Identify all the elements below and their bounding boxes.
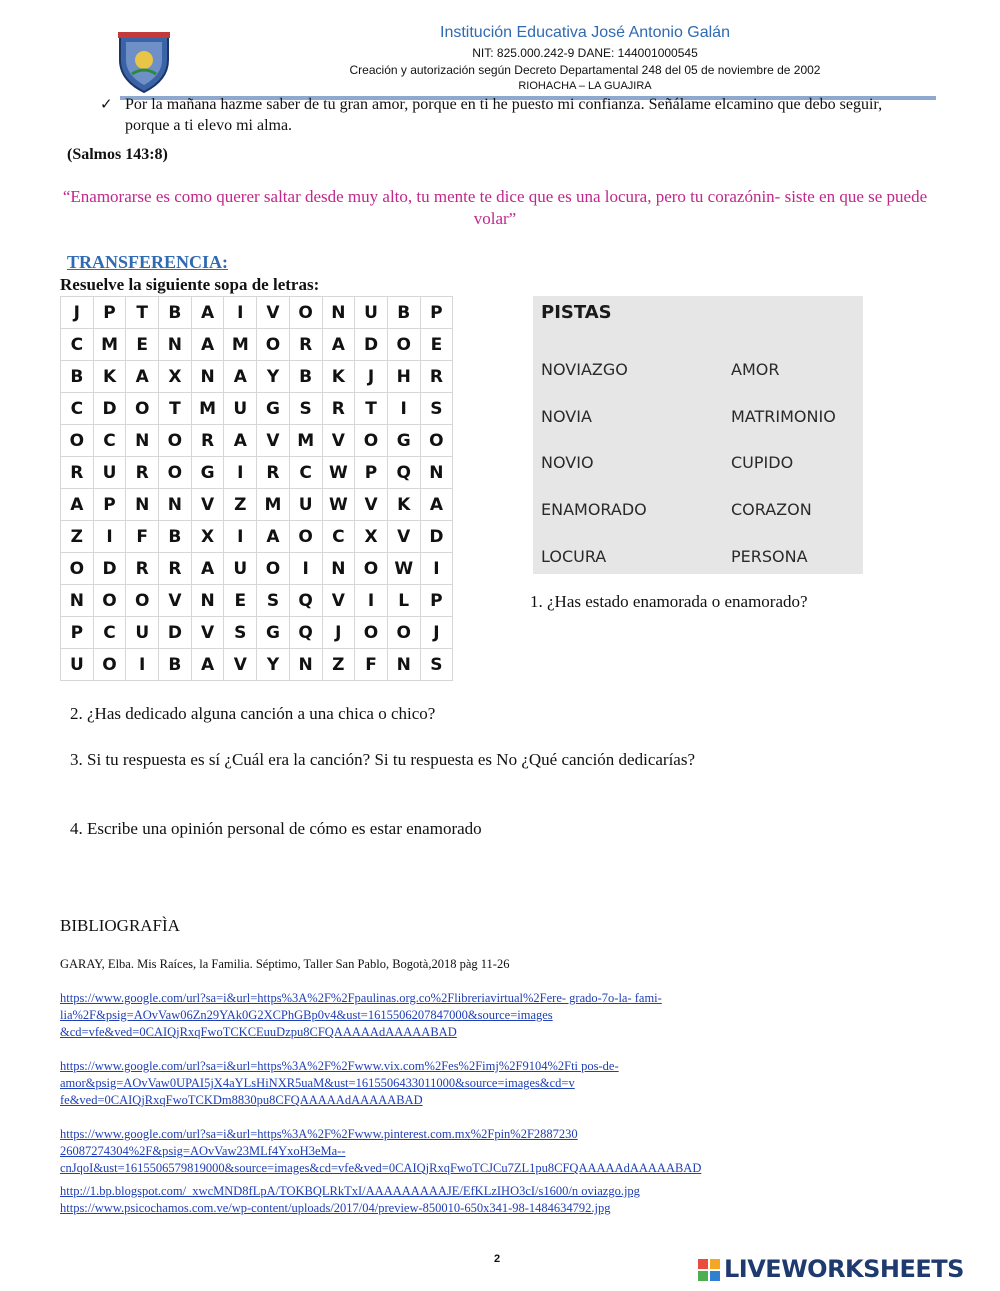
grid-cell: R (61, 457, 94, 489)
grid-cell: I (387, 393, 420, 425)
question-3: 3. Si tu respuesta es sí ¿Cuál era la canción? Si tu respuesta es No ¿Qué canción dedicarías? (70, 750, 695, 769)
hint-word: CORAZON (731, 500, 812, 519)
grid-cell: O (257, 329, 290, 361)
grid-cell: N (126, 489, 159, 521)
grid-cell: N (289, 649, 322, 681)
grid-cell: P (61, 617, 94, 649)
grid-cell: K (387, 489, 420, 521)
question-2: 2. ¿Has dedicado alguna canción a una chica o chico? (70, 704, 436, 723)
reference-link[interactable]: 26087274304%2F&psig=AOvVaw23MLf4YxoH3eMa-- (60, 1144, 346, 1158)
grid-cell: I (224, 521, 257, 553)
grid-cell: C (93, 425, 126, 457)
grid-cell: Z (61, 521, 94, 553)
reference-link[interactable]: cnJqoI&ust=1615506579819000&source=images&cd=vfe&ved=0CAIQjRxqFwoTCJCu7ZL1pu8CFQAAAAAdAAAAABAD (60, 1161, 702, 1175)
grid-cell: N (420, 457, 453, 489)
grid-cell: P (93, 489, 126, 521)
grid-cell: A (224, 361, 257, 393)
reference-link[interactable]: http://1.bp.blogspot.com/_xwcMND8fLpA/TOKBQLRkTxI/AAAAAAAAAJE/EfKLzIHO3cI/s1600/n oviazgo.jpg (60, 1184, 640, 1198)
grid-row (61, 521, 453, 553)
grid-cell: V (159, 585, 192, 617)
institution-decree: Creación y autorización según Decreto Departamental 248 del 05 de noviembre de 2002 (349, 63, 821, 77)
word-search-grid (60, 296, 453, 681)
grid-cell: T (126, 297, 159, 329)
grid-cell: J (322, 617, 355, 649)
grid-cell: U (355, 297, 388, 329)
grid-cell: V (322, 425, 355, 457)
grid-cell: Z (322, 649, 355, 681)
grid-cell: A (191, 297, 224, 329)
grid-cell: Q (289, 617, 322, 649)
grid-cell: O (61, 553, 94, 585)
grid-cell: F (355, 649, 388, 681)
grid-cell: O (289, 521, 322, 553)
grid-cell: V (257, 297, 290, 329)
grid-cell: O (355, 553, 388, 585)
grid-cell: D (159, 617, 192, 649)
grid-cell: C (61, 329, 94, 361)
grid-cell: A (420, 489, 453, 521)
grid-cell: M (289, 425, 322, 457)
grid-cell: R (322, 393, 355, 425)
reference-link[interactable]: https://www.google.com/url?sa=i&url=https%3A%2F%2Fwww.pinterest.com.mx%2Fpin%2F2887230 (60, 1127, 578, 1141)
grid-cell: R (420, 361, 453, 393)
grid-row (61, 425, 453, 457)
question-4: 4. Escribe una opinión personal de cómo es estar enamorado (70, 819, 482, 838)
grid-cell: P (420, 297, 453, 329)
grid-cell: A (322, 329, 355, 361)
grid-cell: V (191, 617, 224, 649)
grid-cell: M (224, 329, 257, 361)
reference-link[interactable]: fe&ved=0CAIQjRxqFwoTCKDm8830pu8CFQAAAAAdAAAAABAD (60, 1093, 423, 1107)
grid-cell: S (289, 393, 322, 425)
grid-cell: Q (289, 585, 322, 617)
grid-cell: J (355, 361, 388, 393)
grid-cell: O (159, 425, 192, 457)
reference-link[interactable]: https://www.psicochamos.com.ve/wp-content/uploads/2017/04/preview-850010-650x341-98-1484634792.jpg (60, 1201, 611, 1215)
grid-cell: D (355, 329, 388, 361)
grid-cell: T (159, 393, 192, 425)
grid-cell: Y (257, 649, 290, 681)
bible-verse: Por la mañana hazme saber de tu gran amor, porque en ti he puesto mi confianza. Señálame elcamino que debo seguir, porque a ti elevo mi alma. (125, 96, 883, 134)
grid-cell: W (387, 553, 420, 585)
grid-cell: L (387, 585, 420, 617)
grid-cell: R (126, 553, 159, 585)
grid-cell: P (355, 457, 388, 489)
grid-cell: N (61, 585, 94, 617)
grid-cell: R (289, 329, 322, 361)
hint-word: NOVIO (541, 453, 594, 472)
grid-cell: O (355, 425, 388, 457)
grid-cell: N (387, 649, 420, 681)
grid-row (61, 617, 453, 649)
liveworksheets-logo[interactable] (698, 1255, 998, 1285)
grid-cell: V (322, 585, 355, 617)
grid-cell: A (224, 425, 257, 457)
grid-cell: I (355, 585, 388, 617)
hint-word: NOVIA (541, 407, 592, 426)
grid-cell: U (289, 489, 322, 521)
grid-cell: O (420, 425, 453, 457)
hint-word: PERSONA (731, 547, 808, 566)
grid-cell: N (191, 585, 224, 617)
reference-link[interactable]: &cd=vfe&ved=0CAIQjRxqFwoTCKCEuuDzpu8CFQAAAAAdAAAAABAD (60, 1025, 457, 1039)
grid-cell: E (224, 585, 257, 617)
grid-row (61, 489, 453, 521)
grid-row (61, 553, 453, 585)
grid-cell: I (224, 457, 257, 489)
grid-cell: G (191, 457, 224, 489)
grid-cell: U (224, 553, 257, 585)
love-quote: “Enamorarse es como querer saltar desde muy alto, tu mente te dice que es una locura, pero tu corazónin- siste en que se puede volar” (62, 187, 928, 228)
grid-cell: R (159, 553, 192, 585)
grid-cell: M (191, 393, 224, 425)
grid-row (61, 329, 453, 361)
institution-name: Institución Educativa José Antonio Galán (440, 24, 730, 41)
grid-cell: A (257, 521, 290, 553)
grid-cell: G (257, 393, 290, 425)
grid-cell: G (387, 425, 420, 457)
grid-cell: N (322, 553, 355, 585)
grid-cell: R (126, 457, 159, 489)
grid-cell: U (61, 649, 94, 681)
grid-cell: V (355, 489, 388, 521)
grid-cell: B (61, 361, 94, 393)
grid-cell: V (191, 489, 224, 521)
grid-cell: K (322, 361, 355, 393)
grid-cell: F (126, 521, 159, 553)
logo-square-icon (710, 1271, 720, 1281)
grid-cell: E (420, 329, 453, 361)
grid-cell: X (191, 521, 224, 553)
grid-cell: X (159, 361, 192, 393)
grid-cell: U (93, 457, 126, 489)
grid-cell: A (191, 329, 224, 361)
grid-cell: E (126, 329, 159, 361)
grid-cell: J (61, 297, 94, 329)
grid-cell: M (257, 489, 290, 521)
grid-cell: N (159, 489, 192, 521)
hint-word: NOVIAZGO (541, 360, 628, 379)
logo-square-icon (698, 1271, 708, 1281)
grid-cell: O (355, 617, 388, 649)
grid-cell: R (191, 425, 224, 457)
grid-row (61, 393, 453, 425)
school-logo (112, 30, 176, 94)
grid-cell: O (159, 457, 192, 489)
grid-cell: O (126, 393, 159, 425)
grid-cell: V (224, 649, 257, 681)
grid-cell: V (257, 425, 290, 457)
grid-cell: G (257, 617, 290, 649)
grid-cell: A (61, 489, 94, 521)
grid-cell: B (159, 649, 192, 681)
grid-cell: I (224, 297, 257, 329)
grid-cell: U (224, 393, 257, 425)
grid-cell: S (224, 617, 257, 649)
logo-square-icon (698, 1259, 708, 1269)
grid-cell: O (93, 649, 126, 681)
grid-cell: C (322, 521, 355, 553)
hint-word: AMOR (731, 360, 780, 379)
grid-cell: X (355, 521, 388, 553)
grid-cell: B (289, 361, 322, 393)
hints-box (533, 296, 863, 574)
grid-cell: P (420, 585, 453, 617)
grid-cell: H (387, 361, 420, 393)
grid-cell: I (93, 521, 126, 553)
hint-word: CUPIDO (731, 453, 794, 472)
grid-cell: O (61, 425, 94, 457)
grid-cell: D (420, 521, 453, 553)
grid-cell: T (355, 393, 388, 425)
grid-cell: O (257, 553, 290, 585)
grid-cell: D (93, 393, 126, 425)
grid-cell: Z (224, 489, 257, 521)
reference-link[interactable]: amor&psig=AOvVaw0UPAI5jX4aYLsHiNXR5uaM&ust=1615506433011000&source=images&cd=v (60, 1076, 575, 1090)
grid-row (61, 297, 453, 329)
grid-cell: N (126, 425, 159, 457)
grid-cell: O (289, 297, 322, 329)
grid-cell: S (257, 585, 290, 617)
grid-cell: S (420, 393, 453, 425)
grid-cell: N (322, 297, 355, 329)
question-1: 1. ¿Has estado enamorada o enamorado? (530, 592, 808, 611)
grid-cell: Y (257, 361, 290, 393)
grid-cell: O (93, 585, 126, 617)
bibliography-title: BIBLIOGRAFÌA (60, 916, 180, 935)
brand-name: LIVEWORKSHEETS (724, 1255, 964, 1283)
grid-cell: B (159, 297, 192, 329)
grid-row (61, 457, 453, 489)
grid-cell: O (387, 617, 420, 649)
grid-cell: I (126, 649, 159, 681)
grid-cell: W (322, 457, 355, 489)
grid-cell: O (126, 585, 159, 617)
bibliography-book: GARAY, Elba. Mis Raíces, la Familia. Séptimo, Taller San Pablo, Bogotà,2018 pàg 11-26 (60, 957, 510, 971)
hint-word: LOCURA (541, 547, 607, 566)
grid-row (61, 361, 453, 393)
grid-cell: C (61, 393, 94, 425)
page-number: 2 (494, 1253, 501, 1265)
checkmark-icon: ✓ (100, 97, 113, 113)
reference-link[interactable]: https://www.google.com/url?sa=i&url=https%3A%2F%2Fwww.vix.com%2Fes%2Fimj%2F9104%2Fti pos-de- (60, 1059, 619, 1073)
grid-cell: A (191, 649, 224, 681)
grid-cell: Q (387, 457, 420, 489)
institution-city: RIOHACHA – LA GUAJIRA (518, 80, 652, 92)
grid-row (61, 649, 453, 681)
grid-cell: K (93, 361, 126, 393)
instruction: Resuelve la siguiente sopa de letras: (60, 275, 320, 294)
grid-cell: S (420, 649, 453, 681)
grid-cell: B (387, 297, 420, 329)
verse-reference: (Salmos 143:8) (67, 146, 168, 163)
grid-cell: V (387, 521, 420, 553)
grid-cell: R (257, 457, 290, 489)
grid-cell: W (322, 489, 355, 521)
grid-cell: I (289, 553, 322, 585)
grid-cell: U (126, 617, 159, 649)
grid-cell: M (93, 329, 126, 361)
grid-cell: P (93, 297, 126, 329)
grid-cell: B (159, 521, 192, 553)
grid-cell: I (420, 553, 453, 585)
institution-nit: NIT: 825.000.242-9 DANE: 144001000545 (472, 46, 698, 60)
grid-cell: N (159, 329, 192, 361)
grid-cell: D (93, 553, 126, 585)
reference-link[interactable]: https://www.google.com/url?sa=i&url=https%3A%2F%2Fpaulinas.org.co%2Flibreriavirtual%2Fere- grado-7o-la- fami- (60, 991, 662, 1005)
grid-cell: O (387, 329, 420, 361)
hint-word: MATRIMONIO (731, 407, 836, 426)
grid-cell: A (126, 361, 159, 393)
grid-cell: C (93, 617, 126, 649)
grid-row (61, 585, 453, 617)
hint-word: ENAMORADO (541, 500, 647, 519)
grid-cell: J (420, 617, 453, 649)
grid-cell: C (289, 457, 322, 489)
section-title: TRANSFERENCIA: (67, 252, 229, 272)
grid-cell: N (191, 361, 224, 393)
hints-title: PISTAS (541, 302, 612, 323)
logo-square-icon (710, 1259, 720, 1269)
grid-cell: A (191, 553, 224, 585)
reference-link[interactable]: lia%2F&psig=AOvVaw06Zn29YAk0G2XCPhGBp0v4&ust=1615506207847000&source=images (60, 1008, 553, 1022)
